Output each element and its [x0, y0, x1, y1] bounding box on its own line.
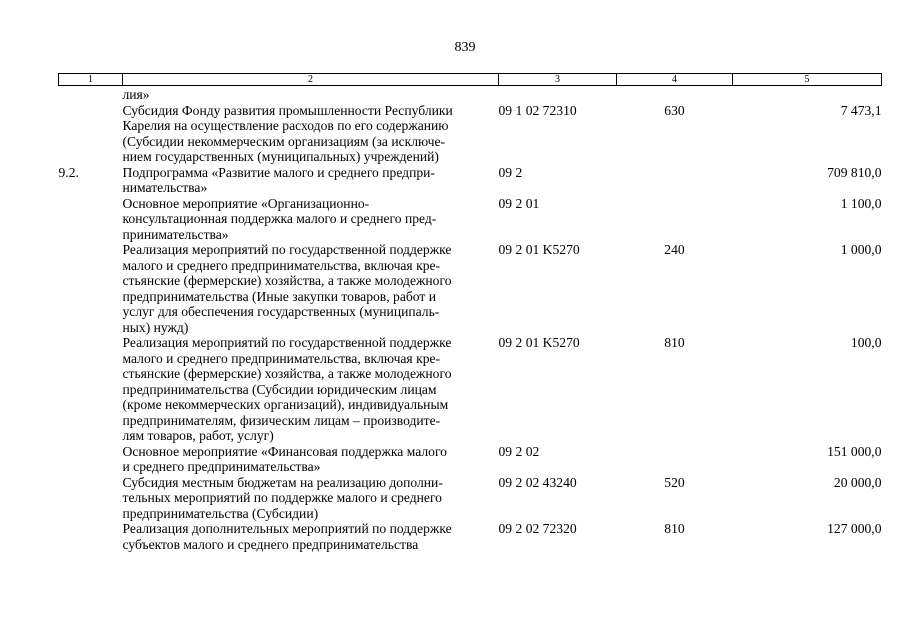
- row-name-line: нием государственных (муниципальных) учреждений): [122, 149, 439, 164]
- row-expense-type: 810: [664, 335, 685, 350]
- row-name: [123, 242, 499, 335]
- row-name-line: предпринимательства (Субсидии юридическим лицам: [122, 381, 437, 397]
- row-number: [59, 103, 123, 165]
- row-name: [123, 475, 499, 522]
- row-name-line: консультационная поддержка малого и среднего пред-: [122, 211, 437, 226]
- row-number: [59, 196, 123, 243]
- page-number: 839: [454, 40, 476, 55]
- row-amount: 1 000,0: [840, 242, 882, 257]
- table-row: [59, 165, 882, 196]
- row-target-code: 09 2 01: [498, 195, 540, 211]
- row-name-line: лям товаров, работ, услуг): [122, 428, 274, 443]
- row-name: [123, 196, 499, 243]
- row-amount: 151 000,0: [827, 443, 882, 459]
- table-body: [59, 86, 882, 553]
- table-row: [59, 444, 882, 475]
- row-number: [59, 242, 123, 335]
- row-number: [59, 335, 123, 444]
- row-name-line: Реализация мероприятий по государственной поддержке: [122, 242, 452, 257]
- row-target-code: 09 2 01 K5270: [498, 335, 580, 350]
- row-amount: 20 000,0: [833, 474, 882, 490]
- table-row: [59, 196, 882, 243]
- row-name-line: услуг для обеспечения государственных (муниципаль-: [122, 304, 440, 319]
- column-header-3: 3: [499, 74, 617, 86]
- row-name-line: малого и среднего предпринимательства, включая кре-: [122, 350, 441, 366]
- row-expense-type: [617, 444, 733, 475]
- row-name-line: Субсидия местным бюджетам на реализацию дополни-: [122, 474, 443, 490]
- row-name-line: субъектов малого и среднего предпринимательства: [122, 536, 419, 552]
- row-name-line: Субсидия Фонду развития промышленности Республики: [122, 102, 453, 118]
- row-name-line: Реализация мероприятий по государственной поддержке: [122, 335, 452, 350]
- row-name: [123, 165, 499, 196]
- row-name-line: Основное мероприятие «Финансовая поддержка малого: [122, 443, 447, 459]
- row-target-code: 09 1 02 72310: [498, 102, 577, 118]
- row-name-line: и среднего предпринимательства»: [122, 459, 321, 474]
- row-name-line: (кроме некоммерческих организаций), индивидуальным: [122, 397, 449, 412]
- row-target-code: 09 2 02: [498, 443, 540, 459]
- row-expense-type: 810: [664, 521, 685, 536]
- row-name: [123, 335, 499, 444]
- row-name-line: стьянские (фермерские) хозяйства, а также молодежного: [122, 273, 452, 288]
- row-name-line: Подпрограмма «Развитие малого и среднего предпри-: [122, 164, 435, 180]
- row-number: [59, 444, 123, 475]
- table-row: [59, 86, 882, 103]
- row-amount: 7 473,1: [840, 102, 882, 118]
- row-name-line: (Субсидии некоммерческим организациям (за исключе-: [122, 133, 446, 149]
- row-target-code: 09 2 02 72320: [498, 521, 577, 536]
- row-name: [123, 86, 499, 103]
- row-name: [123, 521, 499, 552]
- row-name-line: Карелия на осуществление расходов по его содержанию: [122, 118, 449, 133]
- row-name-line: предпринимательства (Иные закупки товаров, работ и: [122, 288, 436, 304]
- row-target-code: [499, 86, 617, 103]
- budget-table: [58, 73, 882, 552]
- row-name-line: Реализация дополнительных мероприятий по поддержке: [122, 521, 452, 536]
- row-name: [123, 444, 499, 475]
- row-name-line: предпринимателям, физическим лицам – производите-: [122, 412, 441, 428]
- row-amount: [733, 86, 882, 103]
- row-target-code: 09 2 02 43240: [498, 474, 577, 490]
- row-name-line: стьянские (фермерские) хозяйства, а также молодежного: [122, 366, 452, 381]
- row-name-line: нимательства»: [122, 180, 208, 195]
- row-expense-type: 240: [664, 242, 685, 257]
- table-row: [59, 242, 882, 335]
- row-amount: 100,0: [850, 335, 882, 350]
- row-expense-type: [617, 196, 733, 243]
- row-name: [123, 103, 499, 165]
- row-name-line: лия»: [122, 87, 150, 102]
- table-row: [59, 335, 882, 444]
- column-header-5: 5: [733, 74, 882, 86]
- table-row: [59, 103, 882, 165]
- row-expense-type: [617, 165, 733, 196]
- row-name-line: принимательства»: [122, 226, 229, 242]
- row-number: 9.2.: [58, 164, 79, 180]
- column-header-2: 2: [123, 74, 499, 86]
- column-header-1: 1: [59, 74, 123, 86]
- table-header-row: [59, 74, 882, 86]
- row-target-code: 09 2 01 K5270: [498, 242, 580, 257]
- row-amount: 709 810,0: [827, 164, 882, 180]
- row-name-line: Основное мероприятие «Организационно-: [122, 195, 370, 211]
- row-number: [59, 521, 123, 552]
- row-name-line: ных) нужд): [122, 319, 189, 335]
- row-target-code: 09 2: [498, 164, 523, 180]
- row-expense-type: 630: [664, 102, 685, 118]
- row-name-line: малого и среднего предпринимательства, включая кре-: [122, 257, 441, 273]
- row-amount: 1 100,0: [840, 195, 882, 211]
- table-row: [59, 475, 882, 522]
- table-row: [59, 521, 882, 552]
- row-number: [59, 86, 123, 103]
- row-amount: 127 000,0: [827, 521, 882, 536]
- row-name-line: тельных мероприятий по поддержке малого и среднего: [122, 490, 442, 505]
- row-name-line: предпринимательства (Субсидии): [122, 505, 319, 521]
- row-expense-type: [617, 86, 733, 103]
- column-header-4: 4: [617, 74, 733, 86]
- row-number: [59, 475, 123, 522]
- row-expense-type: 520: [664, 474, 685, 490]
